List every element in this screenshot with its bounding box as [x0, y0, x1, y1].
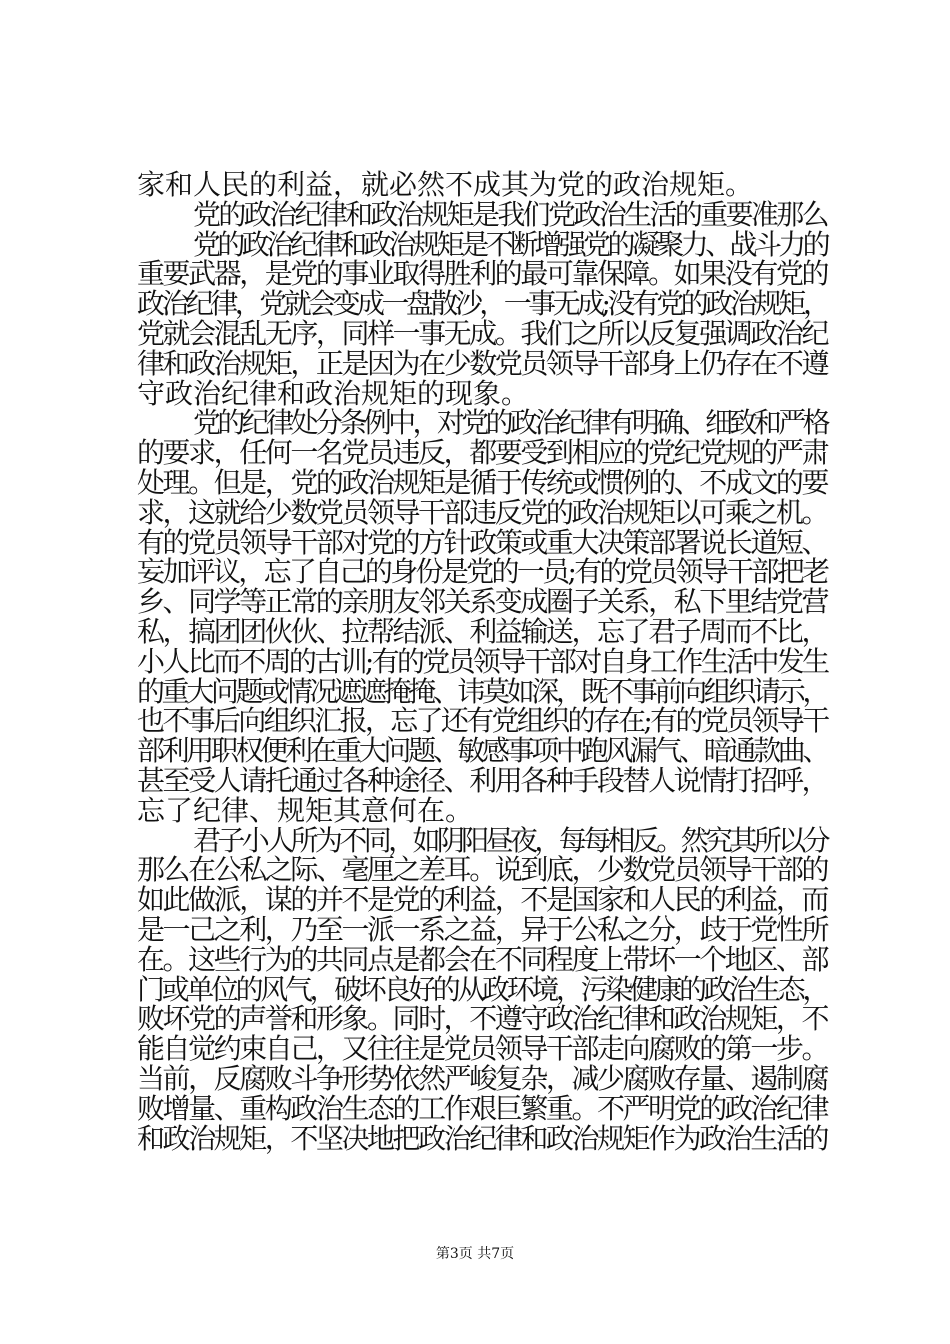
text-line: 的要求，任何一名党员违反，都要受到相应的党纪党规的严肃: [137, 436, 828, 470]
text-line: 的重大问题或情况遮遮掩掩、讳莫如深，既不事前向组织请示，: [137, 674, 828, 708]
text-line: 党就会混乱无序，同样一事无成。我们之所以反复强调政治纪: [137, 316, 828, 350]
text-line: 甚至受人请托通过各种途径、利用各种手段替人说情打招呼，: [137, 763, 828, 797]
text-line: 妄加评议，忘了自己的身份是党的一员;有的党员领导干部把老: [137, 555, 828, 589]
text-line: 也不事后向组织汇报，忘了还有党组织的存在;有的党员领导干: [137, 704, 828, 738]
text-line: 党的政治纪律和政治规矩是我们党政治生活的重要准那么: [193, 197, 828, 231]
text-line: 那么在公私之际、毫厘之差耳。说到底，少数党员领导干部的: [137, 853, 828, 887]
text-line: 败增量、重构政治生态的工作艰巨繁重。不严明党的政治纪律: [137, 1091, 828, 1125]
text-line: 政治纪律，党就会变成一盘散沙，一事无成;没有党的政治规矩，: [137, 287, 828, 321]
text-line: 如此做派，谋的并不是党的利益，不是国家和人民的利益，而: [137, 883, 828, 917]
text-line: 忘了纪律、规矩其意何在。: [137, 793, 474, 827]
text-line: 重要武器，是党的事业取得胜利的最可靠保障。如果没有党的: [137, 257, 828, 291]
document-body: [137, 170, 827, 1153]
text-line: 和政治规矩，不坚决地把政治纪律和政治规矩作为政治生活的: [137, 1121, 828, 1155]
text-line: 守政治纪律和政治规矩的现象。: [137, 376, 530, 410]
text-line: 有的党员领导干部对党的方针政策或重大决策部署说长道短、: [137, 525, 828, 559]
text-line: 党的纪律处分条例中，对党的政治纪律有明确、细致和严格: [193, 406, 828, 440]
text-line: 败坏党的声誉和形象。同时，不遵守政治纪律和政治规矩，不: [137, 1002, 828, 1036]
text-line: 是一己之利，乃至一派一系之益，异于公私之分，歧于党性所: [137, 912, 828, 946]
text-line: 乡、同学等正常的亲朋友邻关系变成圈子关系，私下里结党营: [137, 585, 828, 619]
text-line: 部利用职权便利在重大问题、敏感事项中跑风漏气、暗通款曲、: [137, 734, 828, 768]
text-line: 家和人民的利益，就必然不成其为党的政治规矩。: [137, 168, 754, 201]
text-line: 能自觉约束自己，又往往是党员领导干部走向腐败的第一步。: [137, 1032, 828, 1066]
text-line: 律和政治规矩，正是因为在少数党员领导干部身上仍存在不遵: [137, 346, 828, 380]
text-line: 在。这些行为的共同点是都会在不同程度上带坏一个地区、部: [137, 942, 828, 976]
text-line: 党的政治纪律和政治规矩是不断增强党的凝聚力、战斗力的: [193, 227, 828, 261]
text-line: 门或单位的风气，破坏良好的从政环境，污染健康的政治生态，: [137, 972, 828, 1006]
page-footer: [0, 1244, 950, 1264]
text-line: 君子小人所为不同，如阴阳昼夜，每每相反。然究其所以分: [193, 823, 828, 857]
page-number: 第3页 共7页: [435, 1246, 515, 1262]
text-line: 小人比而不周的古训;有的党员领导干部对自身工作生活中发生: [137, 644, 828, 678]
text-line: 私，搞团团伙伙、拉帮结派、利益输送，忘了君子周而不比，: [137, 614, 828, 648]
text-line: 求，这就给少数党员领导干部违反党的政治规矩以可乘之机。: [137, 495, 828, 529]
text-line: 处理。但是，党的政治规矩是循于传统或惯例的、不成文的要: [137, 465, 828, 499]
text-line: 当前，反腐败斗争形势依然严峻复杂，减少腐败存量、遏制腐: [137, 1061, 828, 1095]
